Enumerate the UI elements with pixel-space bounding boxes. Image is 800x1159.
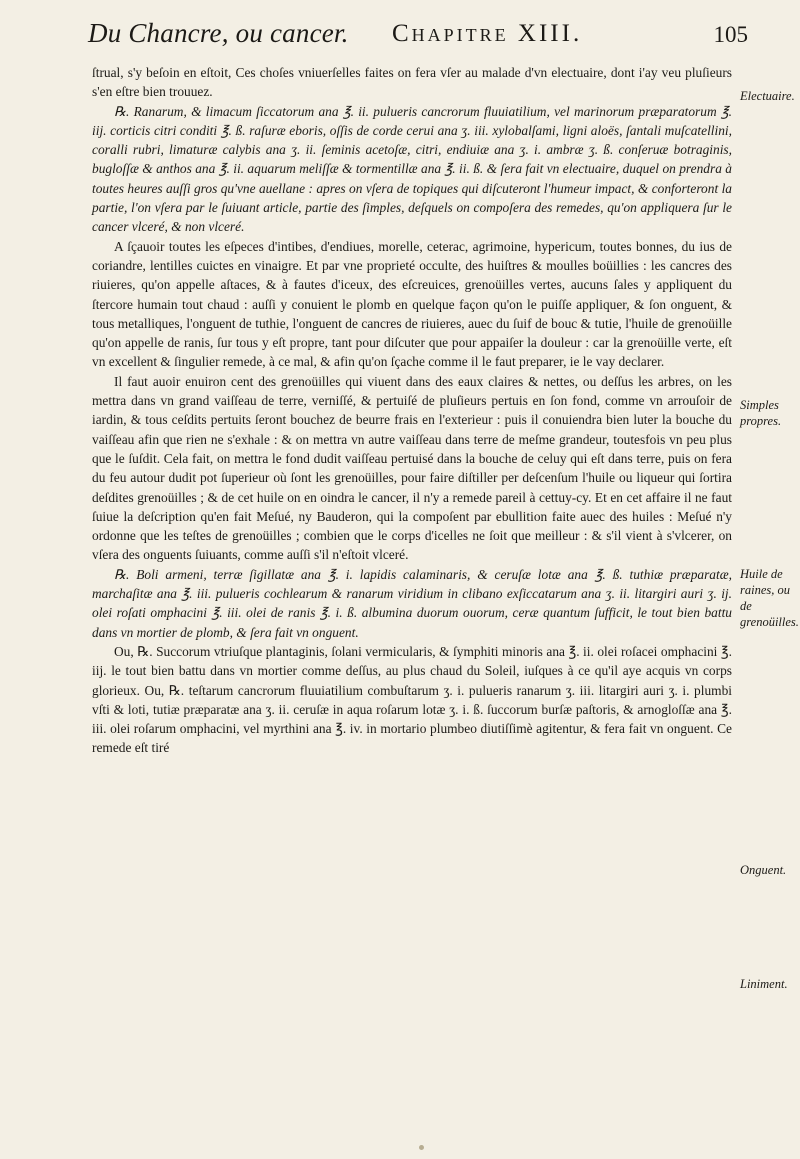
running-title: Du Chancre, ou cancer. <box>88 18 349 48</box>
margin-note-huile: Huile de raines, ou de grenoüilles. <box>740 567 799 629</box>
paragraph-3-simples: A ſçauoir toutes les eſpeces d'intibes, d'endiues, morelle, ceterac, agrimoine, hypericum, toutes bonnes, du ius de coriandre, lentilles cuictes en vinaigre. Et par vne proprieté occulte, des huiſtres & moulles boüillies : les cancres des riuieres, qu'on appelle aſtaces, & à fautes d'iceux, des eſcreuices, grenoüilles vertes, aucuns ſales y appliquent du ſtercore humain tout chaud : auſſi y conuient le plomb en quelque façon qu'on le puiſſe appliquer, & ſon onguent, & tous metalliques, l'onguent de tuthie, l'onguent de cancres de riuieres, auec du ſuif de bouc & tutie, l'huile de grenoüille qu'on appelle de ranis, ſur tous y eſt propre, tant pour diſcuter que pour appaiſer la douleur : car la grenoüille verte, eſt vn excellent & ſingulier remede, à ce mal, & afin qu'on ſçache comme il le faut preparer, ie le vay declarer. <box>92 238 732 370</box>
page-number: 105 <box>713 22 748 47</box>
margin-note-liniment: Liniment. <box>740 977 788 991</box>
margin-note-electuaire: Electuaire. <box>740 89 795 103</box>
page-body <box>92 63 732 758</box>
paragraph-6-liniment: Ou, ℞. Succorum vtriuſque plantaginis, ſolani vermicularis, & ſymphiti minoris ana ℥. ii. olei roſacei omphacini ℥. iij. le tout bien battu dans vn mortier comme deſſus, au plus chaud du Soleil, iuſques à ce qu'il aye acquis vn corps glorieux. Ou, ℞. teſtarum cancrorum fluuiatilium combuſtarum ʒ. i. pulueris ranarum ʒ. iii. litargiri auri ʒ. i. plumbi vſti & loti, tutiæ præparatæ ana ʒ. ii. ceruſæ in aqua roſarum lotæ ʒ. i. ß. ſuccorum burſæ paſtoris, & arnogloſſæ ana ℥. iii. olei roſarum omphacini, vel myrthini ana ℥. iv. in mortario plumbeo diutiſſimè agitentur, & fera fait vn onguent. Ce remede eſt tiré <box>92 643 732 756</box>
running-header <box>88 16 748 56</box>
ink-spot <box>419 1145 424 1150</box>
paragraph-5-ointment: ℞. Boli armeni, terræ ſigillatæ ana ℥. i. lapidis calaminaris, & ceruſæ lotæ ana ℥. ß. tuthiæ præparatæ, marchaſitæ ana ℥. iii. pulueris cochlearum & ranarum viridium in clibano exſiccatarum ana ʒ. ii. litargiri auri ʒ. ij. olei roſati omphacini ℥. iii. olei de ranis ℥. i. ß. albumina duorum ouorum, ceræ quantum ſufficit, le tout bien battu dans vn mortier de plomb, & ſera fait vn onguent. <box>92 566 732 640</box>
margin-note-onguent: Onguent. <box>740 863 787 877</box>
chapter-heading: Chapitre XIII. <box>392 20 583 47</box>
paragraph-4-frog-oil: Il faut auoir enuiron cent des grenoüilles qui viuent dans des eaux claires & nettes, ou deſſus les arbres, on les mettra dans vn grand vaiſſeau de terre, verniſſé, & pertuiſé de pluſieurs pertuis en ſon fond, comme vn arrouſoir de iardin, & tous ceſdits pertuits ſeront bouchez de beurre frais en l'exterieur : puis il conuiendra bien luter la bouche du vaiſſeau afin que rien ne s'exhale : & on mettra vn autre vaiſſeau dans terre de meſme grandeur, toutesfois vn peu plus que le ſuſdit. Cela fait, on mettra le fond dudit vaiſſeau pertuisé dans la bouche de celuy qui eſt dans terre, puis on fera du feu autour dudit pot ſuperieur où ſont les grenoüilles, pour faire diſtiller per deſcenſum l'huile ou liqueur qui ſortira deſdites grenoüilles ; & de cet huile on en oindra le cancer, il n'y a remede pareil à cettuy-cy. Et en cet affaire il ne faut ſuiue la deſcription qu'en fait Meſué, ny Bauderon, qui la compoſent par ebullition faite auec des huiles : Meſué n'y ordonne que les teſtes de grenoüilles ; combien que le corps d'icelles ne ſoit que meilleur : & s'il vient à s'vlcerer, on vſera des onguents ſuiuants, comme auſſi s'il n'eſtoit vlceré. <box>92 373 732 563</box>
paragraph-1: ſtrual, s'y beſoin en eſtoit, Ces choſes vniuerſelles faites on fera vſer au malade d'vn electuaire, dont i'ay veu pluſieurs s'en eſtre bien trouuez. <box>92 65 732 100</box>
paragraph-2-electuary-recipe: ℞. Ranarum, & limacum ſiccatorum ana ℥. ii. pulueris cancrorum fluuiatilium, vel marinorum præparatorum ℥. iij. corticis citri conditi ℥. ß. raſuræ eboris, oſſis de corde cerui ana ʒ. iii. xylobalſami, ligni aloës, ſantali muſcatellini, coralli rubri, limaturæ calybis ana ʒ. ii. ſeminis acetoſæ, citri, endiuiæ ana ʒ. i. ambræ ʒ. ß. conſeruæ botraginis, bugloſſæ & anthos ana ℥. ii. aquarum meliſſæ & tormentillæ ana ℥. ii. ß. & ſera fait vn electuaire, duquel on prendra à toutes heures auſſi gros qu'vne auellane : apres on vſera de topiques qui diſcuteront l'humeur impact, & conforteront la partie, l'on vſera par le ſuiuant article, partie des ſimples, deſquels on compoſera des remedes, qu'on appliquera ſur le cancer vlceré, & non vlceré. <box>92 103 732 235</box>
margin-note-simples: Simples propres. <box>740 398 782 428</box>
